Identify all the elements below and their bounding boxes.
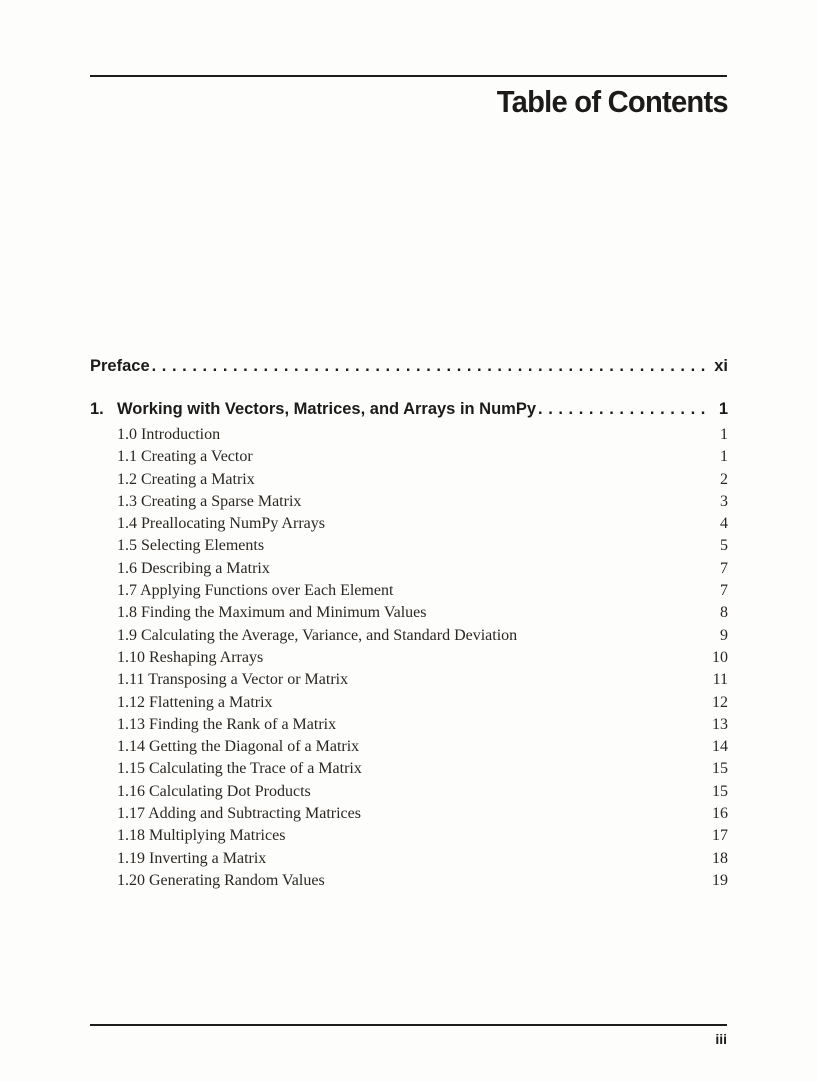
toc-section-label: 1.11 Transposing a Vector or Matrix (117, 671, 349, 689)
toc-section-page: 10 (712, 648, 728, 666)
toc-section-row (117, 758, 728, 780)
toc-section-page: 1 (720, 426, 728, 443)
toc-chapter-page: 1 (718, 400, 728, 418)
toc-section-row (117, 848, 728, 870)
toc-section-label: 1.12 Flattening a Matrix (117, 693, 273, 711)
toc-section-row (117, 692, 728, 714)
toc-section-label: 1.4 Preallocating NumPy Arrays (117, 515, 325, 533)
toc-section-label: 1.14 Getting the Diagonal of a Matrix (117, 738, 360, 756)
top-rule (90, 75, 727, 77)
toc-section-label: 1.10 Reshaping Arrays (117, 648, 264, 666)
toc-preface-page: xi (714, 357, 728, 375)
toc-chapter-label: Working with Vectors, Matrices, and Arrays in NumPy (117, 400, 537, 418)
toc-section-row (117, 513, 728, 535)
toc-section-row (117, 558, 728, 580)
toc-section-page: 2 (720, 470, 728, 488)
toc-section-row (117, 825, 728, 847)
toc-section-page: 15 (712, 760, 728, 778)
toc-preface-row (90, 357, 728, 376)
toc-section-page: 15 (712, 782, 728, 800)
toc-section-label: 1.13 Finding the Rank of a Matrix (117, 715, 337, 733)
toc-section-label: 1.1 Creating a Vector (117, 448, 253, 466)
toc-section-page: 7 (720, 582, 728, 600)
toc-section-page: 16 (712, 805, 728, 823)
toc-section-page: 7 (720, 559, 728, 577)
toc-section-page: 1 (720, 448, 728, 466)
toc-section-page: 8 (720, 604, 728, 622)
toc-section-page: 13 (712, 715, 728, 733)
toc-section-list (117, 424, 728, 892)
toc-preface-label: Preface (90, 357, 150, 375)
toc-section-page: 4 (720, 515, 728, 533)
toc-section-row (117, 781, 728, 803)
toc-section-page: 18 (712, 849, 728, 867)
bottom-rule (90, 1024, 727, 1026)
toc-section-page: 12 (712, 693, 728, 711)
toc-section-label: 1.3 Creating a Sparse Matrix (117, 492, 302, 510)
dotted-leader (152, 357, 705, 376)
toc-section-row (117, 803, 728, 825)
toc-section-label: 1.18 Multiplying Matrices (117, 827, 286, 845)
toc-section-row (117, 424, 728, 446)
toc-section-page: 14 (712, 738, 728, 756)
toc-section-label: 1.19 Inverting a Matrix (117, 849, 267, 867)
toc-section-label: 1.15 Calculating the Trace of a Matrix (117, 760, 362, 778)
toc-section-label: 1.0 Introduction (117, 426, 221, 443)
toc-section-page: 9 (720, 626, 728, 644)
table-of-contents (90, 357, 728, 892)
toc-section-label: 1.8 Finding the Maximum and Minimum Values (117, 604, 427, 622)
toc-section-row (117, 446, 728, 468)
toc-section-row (117, 535, 728, 557)
toc-section-label: 1.17 Adding and Subtracting Matrices (117, 805, 361, 823)
toc-section-label: 1.20 Generating Random Values (117, 871, 325, 889)
toc-section-row (117, 714, 728, 736)
toc-section-page: 3 (720, 492, 728, 510)
toc-section-row (117, 602, 728, 624)
toc-section-row (117, 647, 728, 669)
toc-section-row (117, 469, 728, 491)
dotted-leader (538, 400, 705, 419)
toc-section-page: 17 (712, 827, 728, 845)
toc-section-row (117, 491, 728, 513)
page-title: Table of Contents (496, 84, 728, 119)
toc-section-label: 1.6 Describing a Matrix (117, 559, 270, 577)
toc-chapter-number: 1. (90, 400, 104, 418)
toc-section-row (117, 669, 728, 691)
toc-section-label: 1.7 Applying Functions over Each Element (117, 582, 394, 600)
toc-section-page: 19 (712, 871, 728, 889)
toc-chapter-row (90, 400, 728, 419)
toc-section-row (117, 870, 728, 892)
toc-section-page: 5 (720, 537, 728, 555)
toc-section-label: 1.5 Selecting Elements (117, 537, 265, 555)
toc-section-label: 1.9 Calculating the Average, Variance, and Standard Deviation (117, 626, 518, 644)
toc-section-label: 1.16 Calculating Dot Products (117, 782, 311, 800)
toc-section-row (117, 580, 728, 602)
footer-page-number: iii (715, 1031, 727, 1047)
toc-section-page: 11 (712, 671, 728, 689)
toc-section-row (117, 625, 728, 647)
toc-section-row (117, 736, 728, 758)
toc-section-label: 1.2 Creating a Matrix (117, 470, 255, 488)
